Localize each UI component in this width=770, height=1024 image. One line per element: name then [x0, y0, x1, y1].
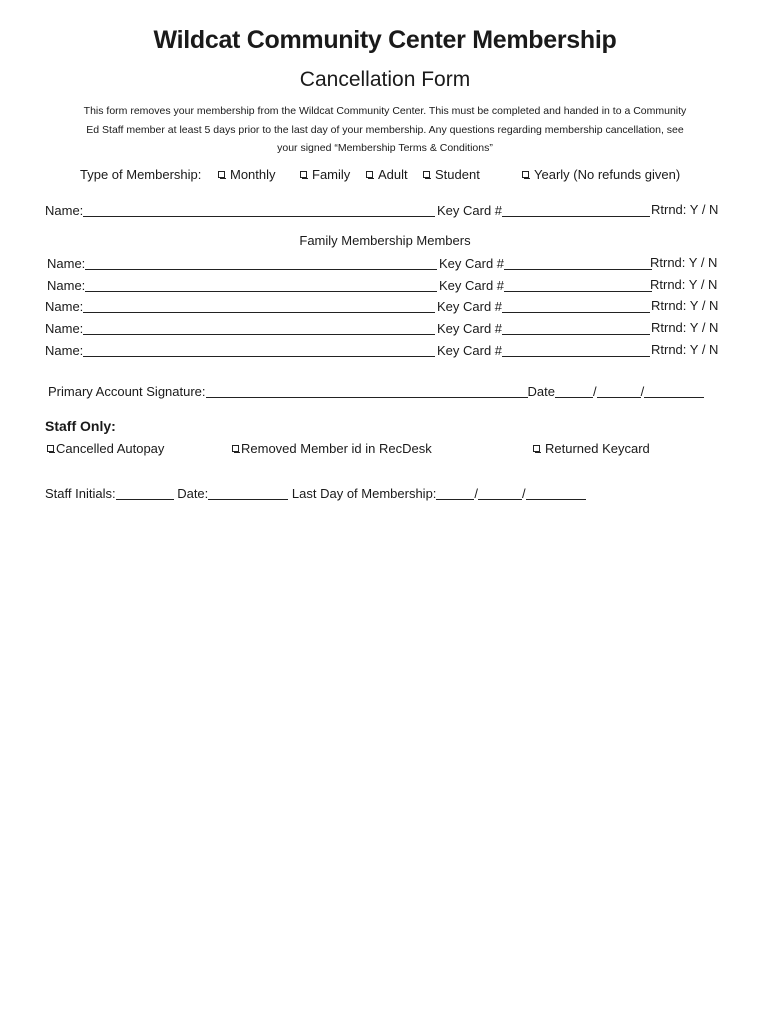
checkbox-icon[interactable]	[423, 171, 430, 178]
date-day-field[interactable]	[597, 385, 641, 398]
intro-line: This form removes your membership from the Wildcat Community Center. This must be completed and handed in to a Community	[83, 105, 687, 117]
cancellation-form: Wildcat Community Center Membership Cancellation Form This form removes your membership from the Wildcat Community Center. This must be completed and handed in to a Community Ed Staff member at least 5 days prior to the last day of your membership. Any questions regarding membership cancellation, see your signed “Membership Terms & Conditions” Type of Membership: Monthly Family Adult Student Yearly (No refunds given) Name: Key Card # Rtrnd: Y / N Family Membership Members Name: Key Card # Rtrnd: Y / N Name: Key Card # Rtrnd: Y / N Name: Key Card # Rtrnd: Y / N Name: Key Card # Rtrnd: Y / N Name: Key Card # Rtrnd: Y / N Primary Account Signature: Date / / Staff Only: Cancelled Autopay Removed Member id in RecDesk Returned Keycard Staff Initials: Date: Last Day of Membership: / /	[0, 0, 770, 1024]
keycard-field[interactable]	[504, 257, 652, 270]
date-label: Date	[527, 384, 555, 399]
signature-label: Primary Account Signature:	[48, 384, 206, 399]
membership-type-label: Type of Membership:	[80, 167, 202, 182]
keycard-label: Key Card #	[437, 321, 503, 336]
form-subtitle: Cancellation Form	[299, 68, 471, 91]
intro-paragraph	[40, 102, 730, 158]
last-day-day-field[interactable]	[478, 487, 522, 500]
returned-yn[interactable]: Rtrnd: Y / N	[650, 255, 718, 270]
name-field[interactable]	[83, 204, 435, 217]
name-label: Name:	[45, 343, 84, 358]
returned-yn[interactable]: Rtrnd: Y / N	[651, 320, 719, 335]
staff-initials-label: Staff Initials:	[45, 486, 116, 501]
keycard-label: Key Card #	[437, 299, 503, 314]
keycard-field[interactable]	[502, 322, 650, 335]
keycard-label: Key Card #	[439, 256, 505, 271]
returned-yn[interactable]: Rtrnd: Y / N	[650, 277, 718, 292]
check-cancelled-autopay[interactable]: Cancelled Autopay	[47, 441, 164, 456]
checkbox-icon[interactable]	[522, 171, 529, 178]
keycard-label: Key Card #	[439, 278, 505, 293]
name-label: Name:	[47, 256, 86, 271]
name-label: Name:	[45, 299, 84, 314]
option-yearly[interactable]: Yearly (No refunds given)	[522, 167, 680, 182]
keycard-label: Key Card #	[437, 203, 503, 218]
checkbox-icon[interactable]	[533, 445, 540, 452]
last-day-year-field[interactable]	[526, 487, 586, 500]
checkbox-icon[interactable]	[218, 171, 225, 178]
date-year-field[interactable]	[644, 385, 704, 398]
check-removed-member-id[interactable]: Removed Member id in RecDesk	[232, 441, 432, 456]
last-day-label: Last Day of Membership:	[291, 486, 437, 501]
name-field[interactable]	[85, 257, 437, 270]
returned-yn[interactable]: Rtrnd: Y / N	[651, 202, 719, 217]
family-heading: Family Membership Members	[299, 233, 471, 248]
keycard-field[interactable]	[502, 300, 650, 313]
intro-line: your signed “Membership Terms & Conditions”	[277, 142, 493, 154]
returned-yn[interactable]: Rtrnd: Y / N	[651, 342, 719, 357]
last-day-month-field[interactable]	[436, 487, 474, 500]
name-label: Name:	[47, 278, 86, 293]
intro-line: Ed Staff member at least 5 days prior to the last day of your membership. Any questions regarding membership cancellation, see	[86, 123, 684, 136]
staff-date-label: Date:	[177, 486, 209, 501]
option-monthly[interactable]: Monthly	[218, 167, 276, 182]
name-field[interactable]	[83, 300, 435, 313]
option-student[interactable]: Student	[423, 167, 480, 182]
keycard-field[interactable]	[502, 344, 650, 357]
name-label: Name:	[45, 203, 84, 218]
keycard-field[interactable]	[504, 279, 652, 292]
staff-only-heading: Staff Only:	[45, 418, 116, 434]
staff-initials-field[interactable]	[116, 487, 174, 500]
checkbox-icon[interactable]	[366, 171, 373, 178]
checkbox-icon[interactable]	[47, 445, 54, 452]
keycard-field[interactable]	[502, 204, 650, 217]
option-adult[interactable]: Adult	[366, 167, 408, 182]
name-field[interactable]	[83, 344, 435, 357]
checkbox-icon[interactable]	[300, 171, 307, 178]
staff-date-field[interactable]	[208, 487, 288, 500]
keycard-label: Key Card #	[437, 343, 503, 358]
checkbox-icon[interactable]	[232, 445, 239, 452]
form-title: Wildcat Community Center Membership	[153, 26, 617, 54]
date-month-field[interactable]	[555, 385, 593, 398]
check-returned-keycard[interactable]: Returned Keycard	[533, 441, 650, 456]
option-family[interactable]: Family	[300, 167, 350, 182]
name-field[interactable]	[83, 322, 435, 335]
name-field[interactable]	[85, 279, 437, 292]
name-label: Name:	[45, 321, 84, 336]
signature-field[interactable]	[206, 385, 528, 398]
returned-yn[interactable]: Rtrnd: Y / N	[651, 298, 719, 313]
